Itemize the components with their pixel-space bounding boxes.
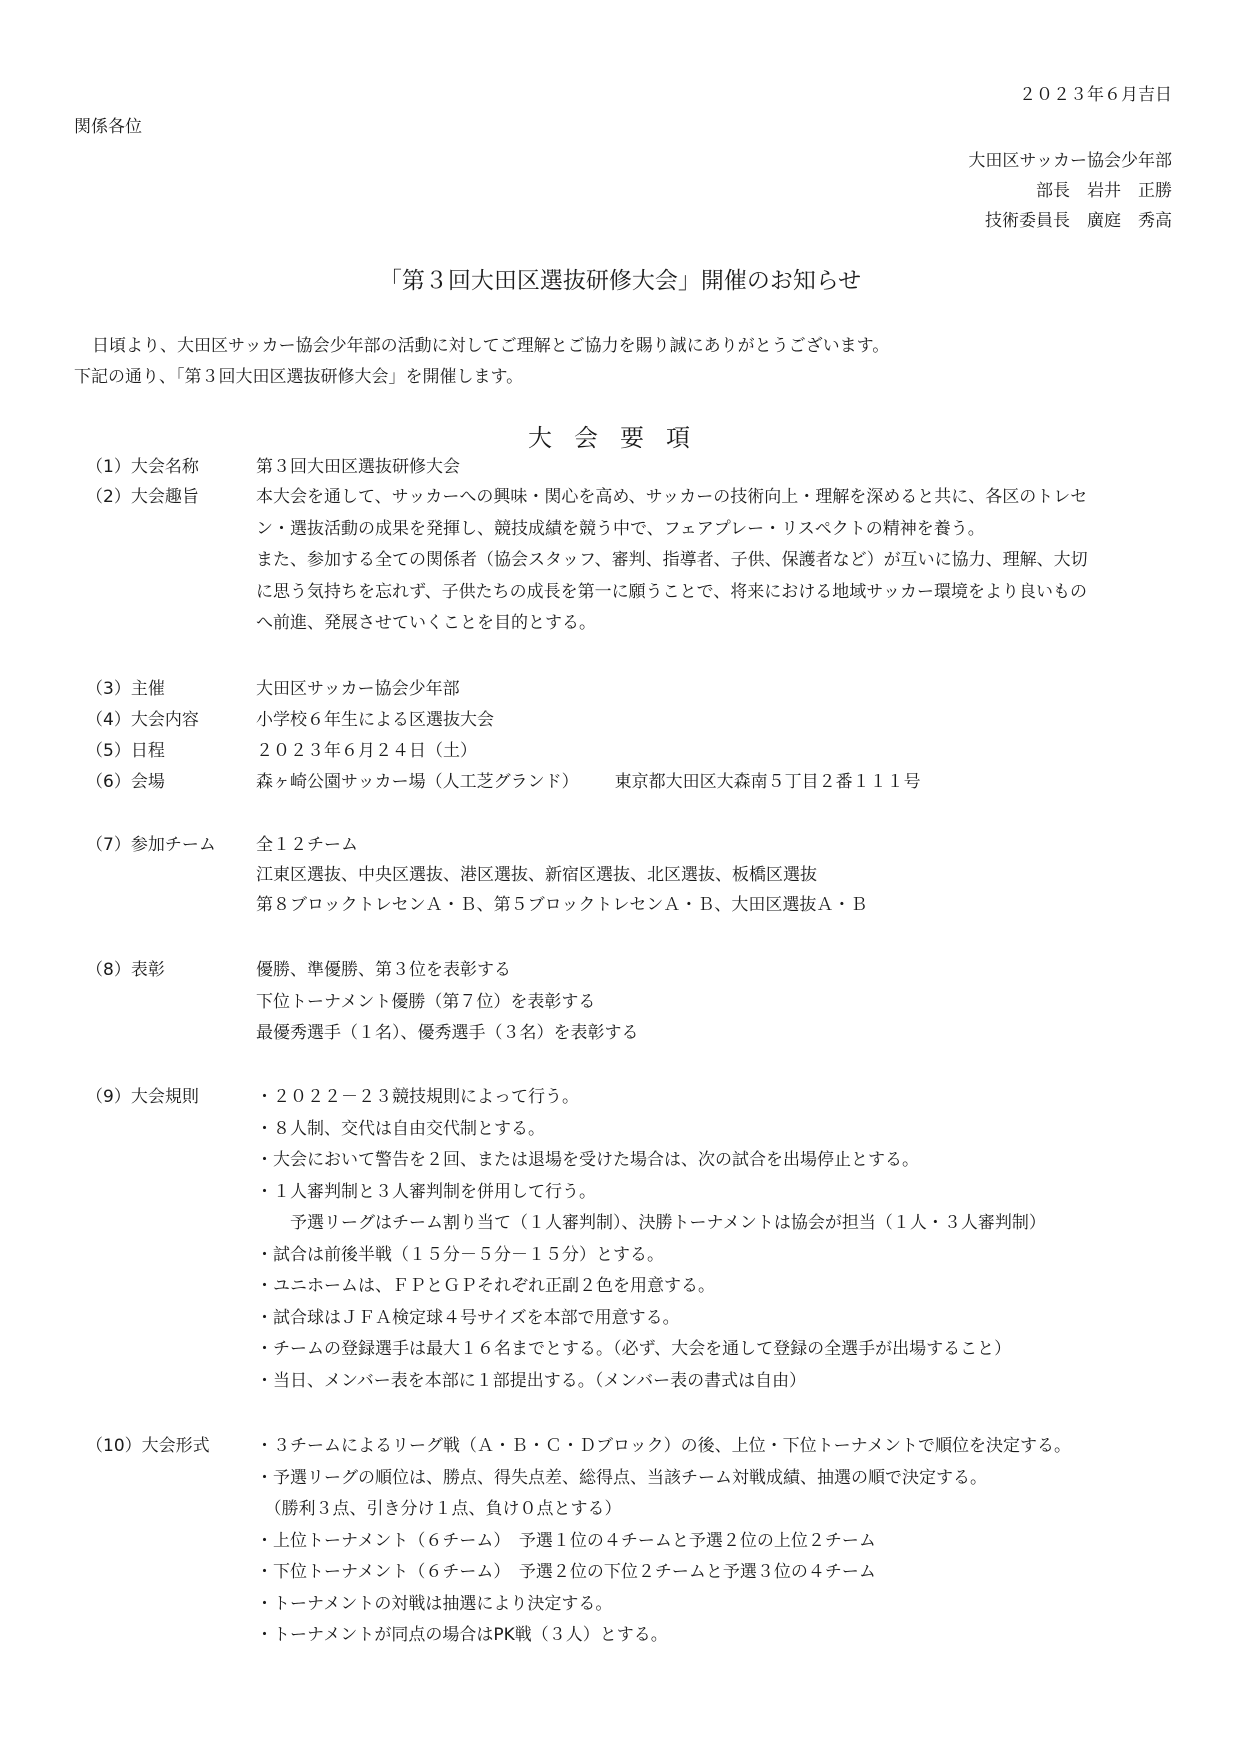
item-line: に思う気持ちを忘れず、子供たちの成長を第一に願うことで、将来における地域サッカー環境をより良いもの	[256, 581, 1087, 602]
sender-org: 大田区サッカー協会少年部	[968, 151, 1172, 171]
item-line: ・当日、メンバー表を本部に１部提出する。（メンバー表の書式は自由）	[256, 1370, 807, 1391]
item-line: ・下位トーナメント（６チーム） 予選２位の下位２チームと予選３位の４チーム	[256, 1562, 876, 1582]
item-line: へ前進、発展させていくことを目的とする。	[256, 613, 596, 633]
item-label: （1）大会名称	[86, 457, 199, 477]
item-line: ・チームの登録選手は最大１６名までとする。（必ず、大会を通して登録の全選手が出場すること）	[256, 1339, 1012, 1359]
venue-address: 東京都大田区大森南５丁目２番１１１号	[614, 772, 921, 792]
item-line: ・試合は前後半戦（１５分－５分－１５分）とする。	[256, 1244, 664, 1265]
intro-line-2: 下記の通り、「第３回大田区選抜研修大会」を開催します。	[74, 367, 524, 387]
item-label: （8）表彰	[86, 960, 165, 980]
item-line: ・トーナメントの対戦は抽選により決定する。	[256, 1593, 613, 1614]
item-line: ・大会において警告を２回、または退場を受けた場合は、次の試合を出場停止とする。	[256, 1150, 919, 1170]
item-label: （3）主催	[86, 679, 165, 699]
item-line: 大田区サッカー協会少年部	[256, 679, 460, 699]
item-line: ・１人審判制と３人審判制を併用して行う。	[256, 1181, 596, 1202]
item-line: ・予選リーグの順位は、勝点、得失点差、総得点、当該チーム対戦成績、抽選の順で決定する。	[256, 1467, 987, 1488]
issue-date: ２０２３年６月吉日	[1019, 85, 1172, 105]
document-title: 「第３回大田区選抜研修大会」開催のお知らせ	[378, 268, 862, 294]
item-label: （7）参加チーム	[86, 835, 216, 855]
item-line: 江東区選抜、中央区選抜、港区選抜、新宿区選抜、北区選抜、板橋区選抜	[256, 865, 817, 885]
item-label: （6）会場	[86, 772, 165, 792]
item-line: 最優秀選手（１名）、優秀選手（３名）を表彰する	[256, 1023, 639, 1043]
item-line: ・２０２２－２３競技規則によって行う。	[256, 1087, 579, 1107]
item-line: ・３チームによるリーグ戦（Ａ・Ｂ・Ｃ・Ｄブロック）の後、上位・下位トーナメントで順位を決定する。	[256, 1436, 1071, 1456]
item-line: 予選リーグはチーム割り当て（１人審判制）、決勝トーナメントは協会が担当（１人・３人審判制）	[256, 1213, 1046, 1233]
item-label: （9）大会規則	[86, 1087, 199, 1107]
item-line: 本大会を通して、サッカーへの興味・関心を高め、サッカーの技術向上・理解を深めると共に、各区のトレセ	[256, 487, 1088, 507]
item-line: ・８人制、交代は自由交代制とする。	[256, 1118, 545, 1139]
item-line: 第８ブロックトレセンＡ・Ｂ、第５ブロックトレセンＡ・Ｂ、大田区選抜Ａ・Ｂ	[256, 895, 868, 915]
venue-name: 森ヶ崎公園サッカー場（人工芝グランド）	[256, 772, 579, 792]
item-line: 第３回大田区選抜研修大会	[256, 457, 460, 477]
recipient: 関係各位	[74, 117, 142, 137]
item-line: 下位トーナメント優勝（第７位）を表彰する	[256, 991, 596, 1012]
item-line: ２０２３年６月２４日（土）	[256, 741, 477, 761]
item-line: 全１２チーム	[256, 835, 358, 855]
item-line: ・トーナメントが同点の場合はPK戦（３人）とする。	[256, 1625, 668, 1645]
item-line: ・上位トーナメント（６チーム） 予選１位の４チームと予選２位の上位２チーム	[256, 1530, 876, 1551]
item-label: （5）日程	[86, 741, 165, 761]
intro-line-1: 日頃より、大田区サッカー協会少年部の活動に対してご理解とご協力を賜り誠にありがとうございます。	[92, 336, 890, 356]
item-line: ン・選抜活動の成果を発揮し、競技成績を競う中で、フェアプレー・リスペクトの精神を養う。	[256, 518, 985, 539]
sender-chief: 部長 岩井 正勝	[1036, 181, 1172, 201]
item-label: （10）大会形式	[86, 1436, 210, 1456]
item-label: （4）大会内容	[86, 710, 199, 730]
item-line: 小学校６年生による区選抜大会	[256, 710, 494, 730]
item-line: 優勝、準優勝、第３位を表彰する	[256, 960, 511, 980]
item-line: また、参加する全ての関係者（協会スタッフ、審判、指導者、子供、保護者など）が互いに協力、理解、大切	[256, 550, 1088, 570]
item-line: ・試合球はＪＦＡ検定球４号サイズを本部で用意する。	[256, 1307, 680, 1328]
sender-tech: 技術委員長 廣庭 秀高	[985, 211, 1172, 231]
item-line: ・ユニホームは、ＦＰとＧＰそれぞれ正副２色を用意する。	[256, 1276, 715, 1296]
item-label: （2）大会趣旨	[86, 487, 199, 507]
section-heading: 大会要項	[528, 424, 712, 452]
item-line: （勝利３点、引き分け１点、負け０点とする）	[256, 1499, 622, 1519]
